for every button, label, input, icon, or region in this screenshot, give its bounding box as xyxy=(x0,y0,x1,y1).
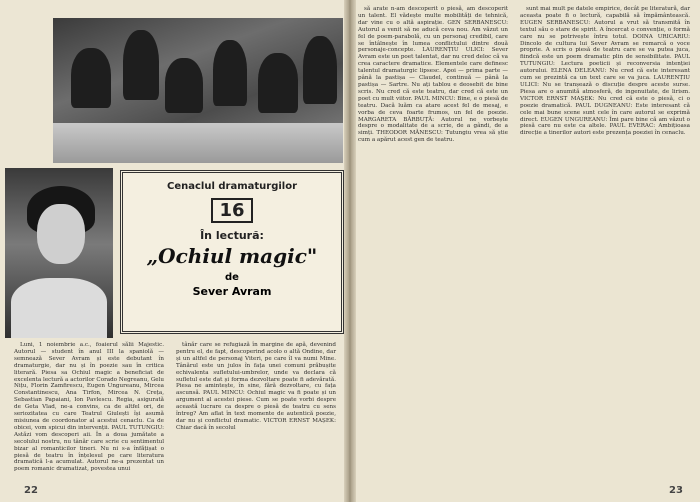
right-column-1: să arate n-am descoperit o piesă, am descoperit un talent. El vădește multe mobilități de tehnică, dar vine cu o altă aspirație. GEN SERBANESCU: Autorul a venit să ne aducă ceva nou. Am văzut un fel de poem-parabolă, cu un personaj credibil, care se întâlnește în lumea conflictului dintre două personaje-concepte. LAURENȚIU ULICI: Sever Avram este un poet talentat, dar nu cred deloc că va crea caractere dramatice. Elementele care definesc talentul dramaturgic lipsesc. Apoi — prima parte — până la pastișa — Claudel, continuă — până la pastișa — Sartre. Nu ați tablou e deosebit de bine scris. Nu cred că este teatru, dar cred că este un poet cu mult viitor. PAUL MINCU: Bine, e o piesă de teatru. Dacă luăm ca atare acest fel de mesaj, e vorba de ceva foarte frumos, un fel de poezie. MARGARETA BĂRBUȚĂ: Autorul ne vorbește despre o modalitate de a scrie, de a gândi, de a simți. THEODOR MĂNESCU: Tutungiu vrea să știe cum a apărut acest gen de teatru. xyxy=(358,6,508,144)
author-name: Sever Avram xyxy=(192,285,272,298)
author-portrait xyxy=(5,168,113,338)
series-title: Cenaclul dramaturgilor xyxy=(166,181,298,192)
title-box xyxy=(120,170,344,334)
left-column-2: tânăr care se refugiază în margine de apă, devenind pentru el, de fapt, descoperind acolo o altă Ondine, dar și un altfel de personaj Viteri, pe care îl va numi Mine. Tânărul este un julos în fața unei comuni prăbușite echivalenta sufletului-umbrelor, unde va declara că sufletul este dat și forma dezvoltare poate fi adevărată. Piesa ne amintește, în sine, fără dezvoltare, cu fața ascunsă. PAUL MINCU: Ochiul magic va fi poate și un argument al acestei piese. Cum se poate vorbi despre această lucrare ca despre o piesă de teatru cu sens întreg? Am aflat în text momente de autentică poezie, dar nu și conflictul dramatic. VICTOR ERNST MAȘEK: Chiar dacă în secolul xyxy=(176,342,336,431)
group-photo xyxy=(53,18,343,163)
reading-label: În lectură: xyxy=(200,229,264,242)
page-number-right: 23 xyxy=(669,485,683,496)
left-column-1: Luni, 1 noiembrie a.c., foaierul sălii Majestic. Autorul — student în anul III la spaniolă — semnează Sever Avram și este debutant în dramaturgie, dar nu și în poezie sau în critica literară. Piesa sa Ochiul magic a beneficiat de excelenta lectură a actorilor Corado Negreanu, Gelu Nițu, Florin Zamfirescu, Eugen Ungureanu, Mircea Constantinescu, Ana Tirfon, Mircea N. Creța, Sebastian Papaiani, Ion Pavlescu. Regia, asigurată de Geta Vlad, ne-a convins, ca de altfel ori, de seriozitatea cu care Teatrul Giulești își asumă misiunea de coordonator al acestui cenaclu. Ca de obicei, vom spicui din intervenții. PAUL TUTUNGIU: Astăzi vom descoperi aii. În a doua jumătate a secolului nostru, nu tânăr care scrie cu sentimentul bizar al romanticilor tineri. Nu ni s-a înfățișat o piesă de teatru în înțelesul pe care literatura dramatică l-a acumulat. Autorul ne-a prezentat un poem romanic dramatizat, povestea unui xyxy=(14,342,164,473)
series-number: 16 xyxy=(211,198,252,223)
book-gutter xyxy=(344,0,356,502)
right-column-2: sunt mai mult pe datele empirice, decât pe literatură, dar aceasta poate fi o lectură, capabilă să împământească. EUGEN SERBANESCU: Autorul a vrut să transmită în textul său o stare de spirit. A încercat o convenție, o formă care nu se potrivește întru totul. DOINA URICARIU: Dincolo de cultura lui Sever Avram se remarcă o voce proprie. A scris o piesă de teatru care se va putea juca, fiindcă este un poem dramatic plin de sensibilitate. PAUL TUTUNGIU: Lectura poeticii și reconversia intenției autorului. ELENA DELEANU: Nu cred că este interesant cum se prezintă ca un text care se va juca. LAURENȚIU ULICI: Nu se tranșează o discuție despre aceste surse. Piesa are o anumită atmosferă, de ingenuitate, de lirism. VICTOR ERNST MAȘEK: Nu cred că este o piesă, ci o poezie dramatică. PAUL DUGNEANU: Este interesant că cele mai bune scene sunt cele în care autorul se exprimă direct. EUGEN UNGUREANU: Îmi pare bine că am văzut o piesă care nu este ca altele. PAUL EVERAC: Ambițioasa direcție a tinerilor autori este prezența poeziei în cenaclu. xyxy=(520,6,690,137)
by-label: de xyxy=(225,272,239,283)
page-number-left: 22 xyxy=(24,485,38,496)
play-title: „Ochiul magic" xyxy=(146,244,318,268)
